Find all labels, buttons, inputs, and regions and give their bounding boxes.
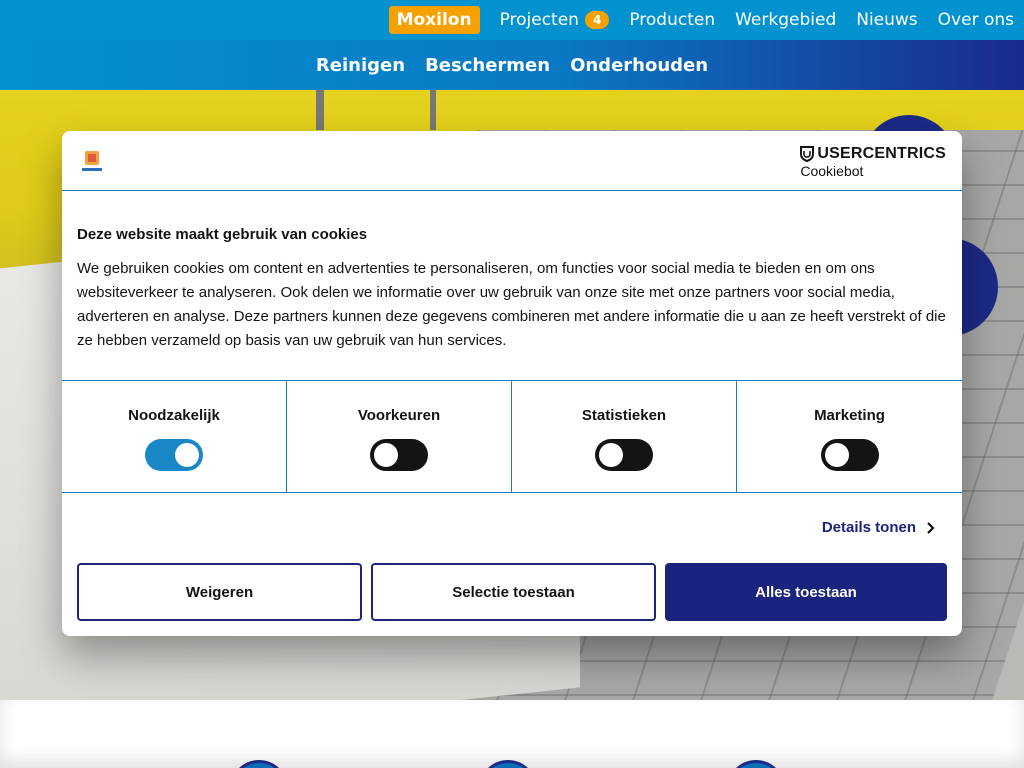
toggle-marketing	[737, 381, 962, 492]
subnav-item-beschermen[interactable]: Beschermen	[425, 54, 551, 76]
sub-navigation-bar	[0, 40, 1024, 90]
dialog-body	[77, 226, 947, 353]
allow-all-button[interactable]: Alles toestaan	[665, 563, 947, 621]
hero-pole	[430, 90, 436, 130]
subnav-item-onderhouden[interactable]: Onderhouden	[570, 54, 709, 76]
subnav-item-reinigen[interactable]: Reinigen	[315, 54, 406, 76]
nav-item-producten[interactable]	[629, 10, 715, 30]
nav-item-label: Moxilon	[396, 10, 472, 30]
toggle-label: Noodzakelijk	[128, 407, 220, 424]
nav-item-projecten[interactable]	[500, 10, 610, 30]
nav-item-label: Producten	[629, 10, 716, 30]
toggle-label: Statistieken	[581, 407, 667, 424]
top-nav	[389, 3, 1014, 37]
site-logo	[80, 149, 104, 173]
switch-knob	[374, 443, 398, 467]
dialog-description: We gebruiken cookies om content en advertenties te personaliseren, om functies voor social media te bieden en om ons websiteverkeer te analyseren. Ook delen we informatie over uw gebruik van onze site met onze partners voor social media, adverteren en analyse. Deze partners kunnen deze gegevens combineren met andere informatie die u aan ze heeft verstrekt of die ze hebben verzameld op basis van uw gebruik van hun services.	[77, 260, 946, 349]
consent-toggles	[62, 380, 962, 493]
nav-item-label: Werkgebied	[735, 10, 837, 30]
nav-item-nieuws[interactable]	[856, 10, 917, 30]
toggle-label: Voorkeuren	[357, 407, 441, 424]
chevron-right-icon	[926, 521, 936, 535]
sub-nav	[0, 40, 1024, 90]
switch-knob	[825, 443, 849, 467]
switch-knob	[175, 443, 199, 467]
toggle-label: Marketing	[814, 407, 885, 424]
nav-item-label: Projecten	[499, 10, 579, 30]
nav-item-label: Nieuws	[856, 10, 918, 30]
switch-knob	[599, 443, 623, 467]
top-navigation-bar	[0, 0, 1024, 40]
brand-subname: Cookiebot	[800, 163, 864, 179]
toggle-voorkeuren	[287, 381, 512, 492]
usercentrics-logo	[800, 145, 946, 179]
nav-item-over-ons[interactable]	[938, 10, 1014, 30]
necessary-switch[interactable]	[145, 439, 203, 471]
dialog-title: Deze website maakt gebruik van cookies	[77, 226, 368, 243]
nav-item-werkgebied[interactable]	[735, 10, 836, 30]
brand-name: USERCENTRICS	[817, 145, 946, 162]
toggle-statistieken	[512, 381, 737, 492]
cookie-consent-dialog	[62, 131, 962, 636]
deny-button[interactable]: Weigeren	[77, 563, 362, 621]
dialog-buttons	[77, 563, 947, 621]
nav-item-label: Over ons	[937, 10, 1014, 30]
shield-icon	[800, 146, 814, 162]
preferences-switch[interactable]	[370, 439, 428, 471]
marketing-switch[interactable]	[821, 439, 879, 471]
content-section	[0, 700, 1024, 768]
details-link-label: Details tonen	[821, 519, 916, 536]
count-badge: 4	[585, 11, 609, 29]
nav-item-moxilon[interactable]	[389, 6, 480, 34]
allow-selection-button[interactable]: Selectie toestaan	[371, 563, 656, 621]
statistics-switch[interactable]	[595, 439, 653, 471]
details-link[interactable]	[822, 519, 936, 536]
dialog-header	[62, 131, 962, 191]
toggle-noodzakelijk	[62, 381, 287, 492]
hero-pole	[316, 90, 324, 130]
